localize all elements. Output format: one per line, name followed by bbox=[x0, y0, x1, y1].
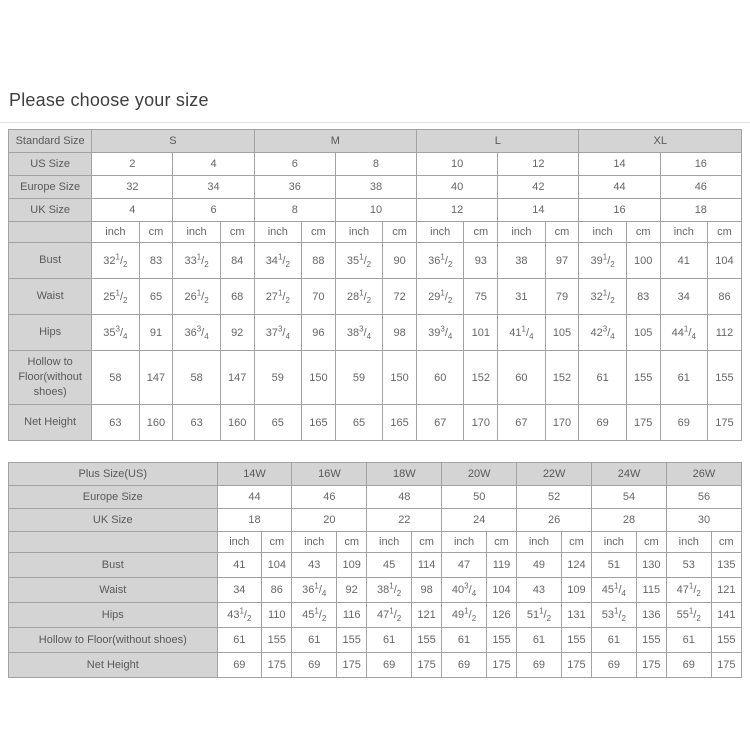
measurement-cell: 121 bbox=[411, 603, 441, 628]
measurement-cell: 155 bbox=[411, 628, 441, 653]
unit-cell: inch bbox=[579, 222, 626, 243]
measurement-cell: 61 bbox=[666, 628, 711, 653]
measurement-cell: $32^1/_2$ bbox=[92, 243, 139, 279]
measurement-cell: 90 bbox=[383, 243, 417, 279]
row-label: Plus Size(US) bbox=[9, 463, 218, 486]
size-conversion-cell: 44 bbox=[579, 176, 660, 199]
size-conversion-cell: 10 bbox=[335, 199, 416, 222]
measurement-cell: 175 bbox=[707, 405, 741, 441]
size-conversion-cell: 56 bbox=[666, 486, 741, 509]
measurement-cell: $28^1/_2$ bbox=[335, 279, 382, 315]
measurement-cell: 155 bbox=[561, 628, 591, 653]
unit-cell: inch bbox=[92, 222, 139, 243]
row-label: Net Height bbox=[9, 405, 92, 441]
measurement-cell: 104 bbox=[262, 553, 292, 578]
measurement-cell: 69 bbox=[367, 653, 412, 678]
measurement-cell: 104 bbox=[486, 578, 516, 603]
measurement-cell: 112 bbox=[707, 315, 741, 351]
measurement-cell: $25^1/_2$ bbox=[92, 279, 139, 315]
size-conversion-cell: 24 bbox=[442, 509, 517, 532]
row-label: UK Size bbox=[9, 199, 92, 222]
measurement-cell: $41^1/_4$ bbox=[498, 315, 545, 351]
measurement-cell: 147 bbox=[220, 351, 254, 405]
measurement-cell: 155 bbox=[262, 628, 292, 653]
measurement-cell: 155 bbox=[486, 628, 516, 653]
measurement-cell: $53^1/_2$ bbox=[592, 603, 637, 628]
unit-cell: inch bbox=[367, 532, 412, 553]
measurement-cell: $47^1/_2$ bbox=[367, 603, 412, 628]
size-conversion-cell: 10 bbox=[417, 153, 498, 176]
size-group-cell: 22W bbox=[517, 463, 592, 486]
measurement-cell: 47 bbox=[442, 553, 487, 578]
table-row bbox=[9, 578, 742, 603]
measurement-cell: 147 bbox=[139, 351, 173, 405]
measurement-cell: $35^3/_4$ bbox=[92, 315, 139, 351]
measurement-cell: $36^3/_4$ bbox=[173, 315, 220, 351]
size-conversion-cell: 18 bbox=[660, 199, 741, 222]
measurement-cell: 160 bbox=[220, 405, 254, 441]
row-label: Net Height bbox=[9, 653, 218, 678]
measurement-cell: 41 bbox=[660, 243, 707, 279]
measurement-cell: 110 bbox=[262, 603, 292, 628]
row-label: Bust bbox=[9, 243, 92, 279]
measurement-cell: 86 bbox=[262, 578, 292, 603]
unit-cell: cm bbox=[301, 222, 335, 243]
size-conversion-cell: 8 bbox=[335, 153, 416, 176]
measurement-cell: 60 bbox=[417, 351, 464, 405]
measurement-cell: 31 bbox=[498, 279, 545, 315]
size-group-cell: 24W bbox=[592, 463, 667, 486]
size-conversion-cell: 50 bbox=[442, 486, 517, 509]
measurement-cell: 104 bbox=[707, 243, 741, 279]
size-group-cell: 16W bbox=[292, 463, 367, 486]
unit-cell: inch bbox=[498, 222, 545, 243]
size-conversion-cell: 38 bbox=[335, 176, 416, 199]
table-row bbox=[9, 603, 742, 628]
measurement-cell: 115 bbox=[636, 578, 666, 603]
unit-cell: cm bbox=[411, 532, 441, 553]
measurement-cell: $55^1/_2$ bbox=[666, 603, 711, 628]
measurement-cell: 72 bbox=[383, 279, 417, 315]
measurement-cell: 61 bbox=[579, 351, 626, 405]
measurement-cell: 65 bbox=[254, 405, 301, 441]
measurement-cell: 53 bbox=[666, 553, 711, 578]
measurement-cell: 150 bbox=[301, 351, 335, 405]
measurement-cell: $44^1/_4$ bbox=[660, 315, 707, 351]
measurement-cell: $51^1/_2$ bbox=[517, 603, 562, 628]
table-row bbox=[9, 653, 742, 678]
measurement-cell: 109 bbox=[337, 553, 367, 578]
measurement-cell: 105 bbox=[626, 315, 660, 351]
unit-cell: inch bbox=[335, 222, 382, 243]
measurement-cell: 114 bbox=[411, 553, 441, 578]
measurement-cell: 170 bbox=[464, 405, 498, 441]
measurement-cell: 100 bbox=[626, 243, 660, 279]
unit-cell: inch bbox=[254, 222, 301, 243]
measurement-cell: $40^3/_4$ bbox=[442, 578, 487, 603]
row-label: Europe Size bbox=[9, 176, 92, 199]
measurement-cell: 69 bbox=[517, 653, 562, 678]
measurement-cell: 155 bbox=[636, 628, 666, 653]
measurement-cell: 136 bbox=[636, 603, 666, 628]
measurement-cell: 121 bbox=[711, 578, 741, 603]
measurement-cell: 34 bbox=[217, 578, 262, 603]
unit-cell: inch bbox=[592, 532, 637, 553]
unit-cell: cm bbox=[464, 222, 498, 243]
size-group-cell: M bbox=[254, 130, 416, 153]
size-conversion-cell: 12 bbox=[417, 199, 498, 222]
size-conversion-cell: 4 bbox=[173, 153, 254, 176]
measurement-cell: 165 bbox=[301, 405, 335, 441]
measurement-cell: 70 bbox=[301, 279, 335, 315]
table-row bbox=[9, 130, 742, 153]
table-row bbox=[9, 279, 742, 315]
table-row bbox=[9, 176, 742, 199]
measurement-cell: 43 bbox=[517, 578, 562, 603]
size-group-cell: XL bbox=[579, 130, 742, 153]
measurement-cell: 86 bbox=[707, 279, 741, 315]
size-conversion-cell: 16 bbox=[660, 153, 741, 176]
measurement-cell: 41 bbox=[217, 553, 262, 578]
measurement-cell: 69 bbox=[292, 653, 337, 678]
row-label: Waist bbox=[9, 279, 92, 315]
size-conversion-cell: 30 bbox=[666, 509, 741, 532]
measurement-cell: 155 bbox=[626, 351, 660, 405]
size-conversion-cell: 44 bbox=[217, 486, 292, 509]
measurement-cell: 175 bbox=[626, 405, 660, 441]
size-conversion-cell: 14 bbox=[498, 199, 579, 222]
divider bbox=[0, 122, 750, 123]
row-label bbox=[9, 532, 218, 553]
table-row bbox=[9, 199, 742, 222]
unit-cell: inch bbox=[660, 222, 707, 243]
measurement-cell: 126 bbox=[486, 603, 516, 628]
measurement-cell: $34^1/_2$ bbox=[254, 243, 301, 279]
table-row bbox=[9, 222, 742, 243]
row-label: Hollow to Floor(without shoes) bbox=[9, 351, 92, 405]
measurement-cell: 152 bbox=[545, 351, 579, 405]
size-conversion-cell: 48 bbox=[367, 486, 442, 509]
measurement-cell: $29^1/_2$ bbox=[417, 279, 464, 315]
measurement-cell: $45^1/_2$ bbox=[292, 603, 337, 628]
measurement-cell: 61 bbox=[217, 628, 262, 653]
plus-size-table bbox=[8, 462, 742, 678]
unit-cell: inch bbox=[417, 222, 464, 243]
measurement-cell: 97 bbox=[545, 243, 579, 279]
measurement-cell: 61 bbox=[292, 628, 337, 653]
measurement-cell: 155 bbox=[711, 628, 741, 653]
measurement-cell: 38 bbox=[498, 243, 545, 279]
measurement-cell: 69 bbox=[442, 653, 487, 678]
unit-cell: inch bbox=[666, 532, 711, 553]
size-conversion-cell: 2 bbox=[92, 153, 173, 176]
measurement-cell: 69 bbox=[579, 405, 626, 441]
measurement-cell: 130 bbox=[636, 553, 666, 578]
table-row bbox=[9, 405, 742, 441]
unit-cell: cm bbox=[626, 222, 660, 243]
size-conversion-cell: 46 bbox=[660, 176, 741, 199]
measurement-cell: 101 bbox=[464, 315, 498, 351]
measurement-cell: 61 bbox=[367, 628, 412, 653]
measurement-cell: 61 bbox=[660, 351, 707, 405]
measurement-cell: 92 bbox=[337, 578, 367, 603]
size-conversion-cell: 54 bbox=[592, 486, 667, 509]
unit-cell: inch bbox=[517, 532, 562, 553]
size-conversion-cell: 20 bbox=[292, 509, 367, 532]
measurement-cell: 131 bbox=[561, 603, 591, 628]
table-row bbox=[9, 351, 742, 405]
measurement-cell: 152 bbox=[464, 351, 498, 405]
measurement-cell: 98 bbox=[411, 578, 441, 603]
measurement-cell: 63 bbox=[173, 405, 220, 441]
measurement-cell: 84 bbox=[220, 243, 254, 279]
size-conversion-cell: 34 bbox=[173, 176, 254, 199]
measurement-cell: 79 bbox=[545, 279, 579, 315]
measurement-cell: $38^3/_4$ bbox=[335, 315, 382, 351]
measurement-cell: $37^3/_4$ bbox=[254, 315, 301, 351]
measurement-cell: 65 bbox=[335, 405, 382, 441]
table-row bbox=[9, 486, 742, 509]
measurement-cell: 175 bbox=[411, 653, 441, 678]
measurement-cell: 92 bbox=[220, 315, 254, 351]
size-group-cell: S bbox=[92, 130, 254, 153]
measurement-cell: 175 bbox=[711, 653, 741, 678]
size-conversion-cell: 12 bbox=[498, 153, 579, 176]
row-label: Hips bbox=[9, 315, 92, 351]
measurement-cell: 58 bbox=[173, 351, 220, 405]
table-row bbox=[9, 463, 742, 486]
size-conversion-cell: 28 bbox=[592, 509, 667, 532]
measurement-cell: 175 bbox=[337, 653, 367, 678]
measurement-cell: 91 bbox=[139, 315, 173, 351]
measurement-cell: $33^1/_2$ bbox=[173, 243, 220, 279]
measurement-cell: 58 bbox=[92, 351, 139, 405]
measurement-cell: 67 bbox=[498, 405, 545, 441]
measurement-cell: 160 bbox=[139, 405, 173, 441]
size-conversion-cell: 32 bbox=[92, 176, 173, 199]
table-row bbox=[9, 509, 742, 532]
measurement-cell: 83 bbox=[626, 279, 660, 315]
measurement-cell: 175 bbox=[561, 653, 591, 678]
row-label: Hollow to Floor(without shoes) bbox=[9, 628, 218, 653]
unit-cell: inch bbox=[173, 222, 220, 243]
measurement-cell: 34 bbox=[660, 279, 707, 315]
table-row bbox=[9, 628, 742, 653]
unit-cell: cm bbox=[337, 532, 367, 553]
measurement-cell: $39^3/_4$ bbox=[417, 315, 464, 351]
size-conversion-cell: 52 bbox=[517, 486, 592, 509]
table-row bbox=[9, 532, 742, 553]
measurement-cell: $36^1/_2$ bbox=[417, 243, 464, 279]
table-row bbox=[9, 315, 742, 351]
unit-cell: inch bbox=[442, 532, 487, 553]
measurement-cell: 175 bbox=[636, 653, 666, 678]
measurement-cell: 175 bbox=[486, 653, 516, 678]
size-conversion-cell: 8 bbox=[254, 199, 335, 222]
measurement-cell: $32^1/_2$ bbox=[579, 279, 626, 315]
size-conversion-cell: 14 bbox=[579, 153, 660, 176]
measurement-cell: $39^1/_2$ bbox=[579, 243, 626, 279]
measurement-cell: 67 bbox=[417, 405, 464, 441]
measurement-cell: 61 bbox=[442, 628, 487, 653]
row-label bbox=[9, 222, 92, 243]
unit-cell: cm bbox=[262, 532, 292, 553]
measurement-cell: 116 bbox=[337, 603, 367, 628]
size-group-cell: 18W bbox=[367, 463, 442, 486]
unit-cell: cm bbox=[383, 222, 417, 243]
measurement-cell: 135 bbox=[711, 553, 741, 578]
size-conversion-cell: 6 bbox=[173, 199, 254, 222]
measurement-cell: 170 bbox=[545, 405, 579, 441]
unit-cell: cm bbox=[711, 532, 741, 553]
unit-cell: cm bbox=[486, 532, 516, 553]
measurement-cell: 150 bbox=[383, 351, 417, 405]
measurement-cell: 63 bbox=[92, 405, 139, 441]
measurement-cell: 51 bbox=[592, 553, 637, 578]
unit-cell: inch bbox=[217, 532, 262, 553]
size-conversion-cell: 6 bbox=[254, 153, 335, 176]
size-conversion-cell: 26 bbox=[517, 509, 592, 532]
row-label: US Size bbox=[9, 153, 92, 176]
table-row bbox=[9, 243, 742, 279]
measurement-cell: $49^1/_2$ bbox=[442, 603, 487, 628]
page-title: Please choose your size bbox=[9, 90, 209, 110]
row-label: UK Size bbox=[9, 509, 218, 532]
size-conversion-cell: 16 bbox=[579, 199, 660, 222]
size-group-cell: 20W bbox=[442, 463, 517, 486]
unit-cell: cm bbox=[545, 222, 579, 243]
measurement-cell: 69 bbox=[660, 405, 707, 441]
measurement-cell: 96 bbox=[301, 315, 335, 351]
measurement-cell: 155 bbox=[337, 628, 367, 653]
measurement-cell: 69 bbox=[217, 653, 262, 678]
measurement-cell: 59 bbox=[254, 351, 301, 405]
measurement-cell: 165 bbox=[383, 405, 417, 441]
measurement-cell: 65 bbox=[139, 279, 173, 315]
measurement-cell: $38^1/_2$ bbox=[367, 578, 412, 603]
measurement-cell: 69 bbox=[666, 653, 711, 678]
measurement-cell: $47^1/_2$ bbox=[666, 578, 711, 603]
measurement-cell: 155 bbox=[707, 351, 741, 405]
measurement-cell: 109 bbox=[561, 578, 591, 603]
unit-cell: cm bbox=[220, 222, 254, 243]
table-row bbox=[9, 153, 742, 176]
size-conversion-cell: 46 bbox=[292, 486, 367, 509]
measurement-cell: 61 bbox=[517, 628, 562, 653]
size-conversion-cell: 40 bbox=[417, 176, 498, 199]
measurement-cell: 175 bbox=[262, 653, 292, 678]
measurement-cell: 60 bbox=[498, 351, 545, 405]
unit-cell: cm bbox=[707, 222, 741, 243]
measurement-cell: $45^1/_4$ bbox=[592, 578, 637, 603]
measurement-cell: 68 bbox=[220, 279, 254, 315]
row-label: Hips bbox=[9, 603, 218, 628]
unit-cell: cm bbox=[561, 532, 591, 553]
standard-size-table bbox=[8, 129, 742, 441]
size-conversion-cell: 4 bbox=[92, 199, 173, 222]
measurement-cell: 105 bbox=[545, 315, 579, 351]
size-conversion-cell: 42 bbox=[498, 176, 579, 199]
size-conversion-cell: 22 bbox=[367, 509, 442, 532]
row-label: Europe Size bbox=[9, 486, 218, 509]
measurement-cell: 45 bbox=[367, 553, 412, 578]
unit-cell: cm bbox=[139, 222, 173, 243]
measurement-cell: $35^1/_2$ bbox=[335, 243, 382, 279]
measurement-cell: 59 bbox=[335, 351, 382, 405]
measurement-cell: 69 bbox=[592, 653, 637, 678]
measurement-cell: 49 bbox=[517, 553, 562, 578]
measurement-cell: 61 bbox=[592, 628, 637, 653]
measurement-cell: $43^1/_2$ bbox=[217, 603, 262, 628]
measurement-cell: $27^1/_2$ bbox=[254, 279, 301, 315]
size-group-cell: 26W bbox=[666, 463, 741, 486]
measurement-cell: 141 bbox=[711, 603, 741, 628]
size-group-cell: 14W bbox=[217, 463, 292, 486]
measurement-cell: 43 bbox=[292, 553, 337, 578]
size-conversion-cell: 36 bbox=[254, 176, 335, 199]
measurement-cell: 98 bbox=[383, 315, 417, 351]
measurement-cell: 124 bbox=[561, 553, 591, 578]
row-label: Standard Size bbox=[9, 130, 92, 153]
measurement-cell: 83 bbox=[139, 243, 173, 279]
row-label: Waist bbox=[9, 578, 218, 603]
measurement-cell: 93 bbox=[464, 243, 498, 279]
measurement-cell: 88 bbox=[301, 243, 335, 279]
row-label: Bust bbox=[9, 553, 218, 578]
measurement-cell: 75 bbox=[464, 279, 498, 315]
measurement-cell: $36^1/_4$ bbox=[292, 578, 337, 603]
unit-cell: cm bbox=[636, 532, 666, 553]
measurement-cell: $26^1/_2$ bbox=[173, 279, 220, 315]
size-group-cell: L bbox=[417, 130, 579, 153]
unit-cell: inch bbox=[292, 532, 337, 553]
measurement-cell: $42^3/_4$ bbox=[579, 315, 626, 351]
size-conversion-cell: 18 bbox=[217, 509, 292, 532]
table-row bbox=[9, 553, 742, 578]
measurement-cell: 119 bbox=[486, 553, 516, 578]
